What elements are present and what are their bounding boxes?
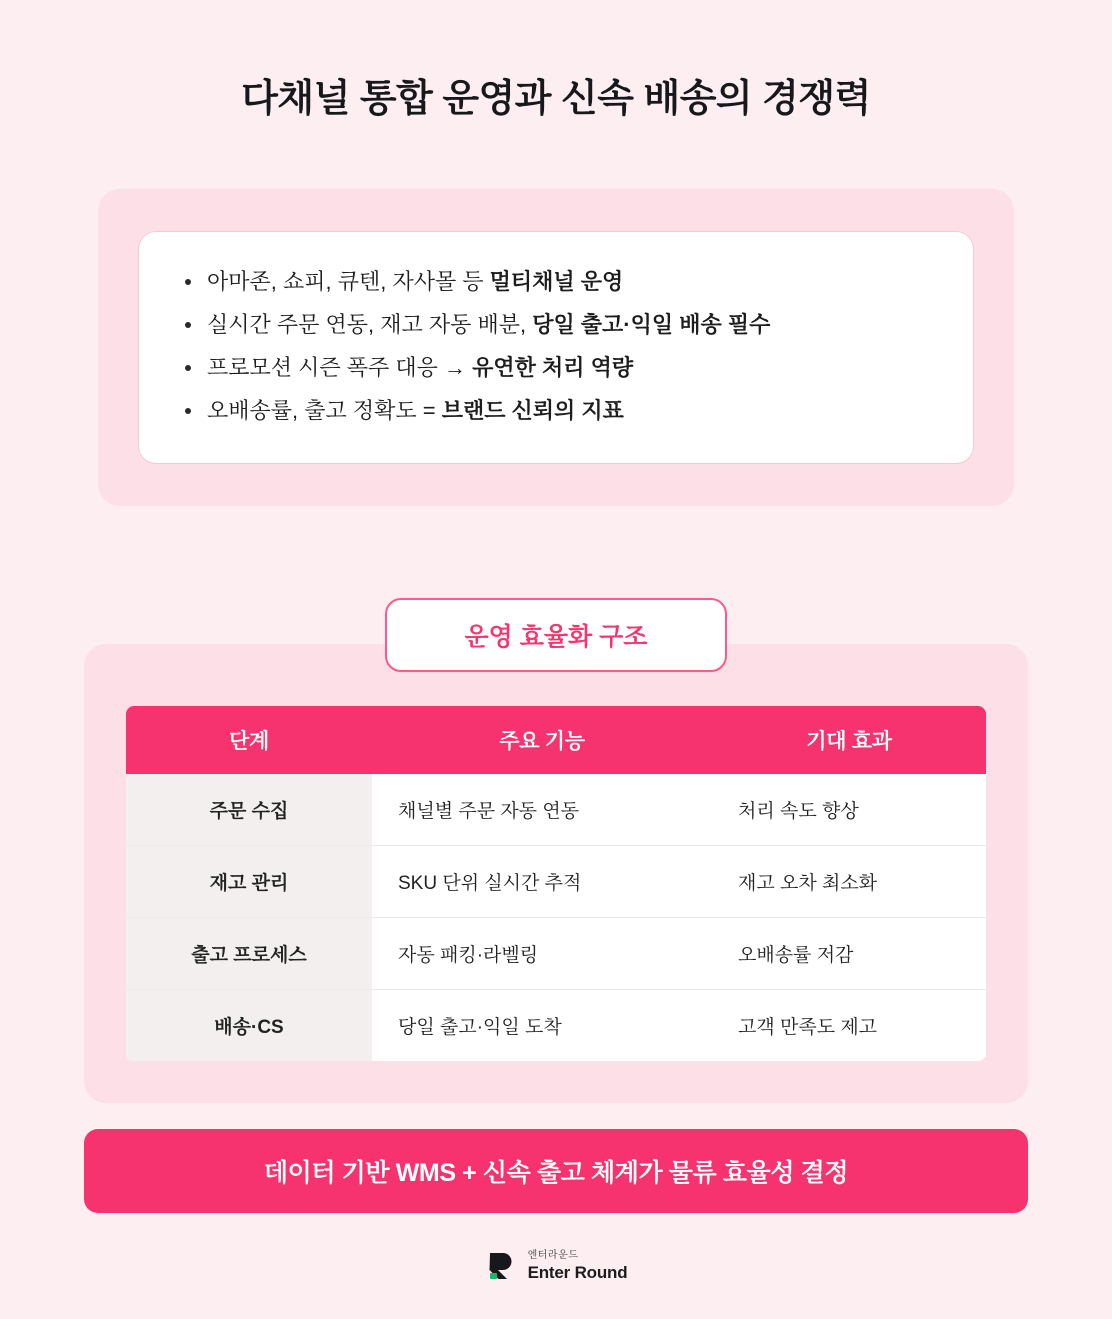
bullet-text-plain: 실시간 주문 연동, 재고 자동 배분, [207,312,533,338]
cell-stage: 재고 관리 [126,846,372,918]
table-panel [84,644,1028,1103]
conclusion-banner: 데이터 기반 WMS + 신속 출고 체계가 물류 효율성 결정 [84,1129,1028,1213]
list-item [173,265,939,299]
cell-function: SKU 단위 실시간 추적 [372,846,712,918]
bullet-text-plain: 오배송률, 출고 정확도 = [207,398,442,424]
key-points-list [173,265,939,428]
logo-text-en: Enter Round [527,1263,628,1283]
bullet-text-strong: 당일 출고·익일 배송 필수 [532,312,771,338]
cell-effect: 고객 만족도 제고 [712,990,986,1062]
table-header-row [126,706,986,774]
cell-function: 채널별 주문 자동 연동 [372,774,712,846]
cell-effect: 처리 속도 향상 [712,774,986,846]
brand-logo [0,1249,1112,1283]
section-chip-wrap [0,598,1112,672]
list-item [173,394,939,428]
bullet-text-plain: 아마존, 쇼피, 큐텐, 자사몰 등 [207,269,490,295]
cell-stage: 배송·CS [126,990,372,1062]
table-header-effect: 기대 효과 [712,706,986,774]
list-item [173,308,939,342]
table-row [126,990,986,1062]
bullet-text-strong: 브랜드 신뢰의 지표 [441,398,624,424]
cell-stage: 출고 프로세스 [126,918,372,990]
cell-effect: 재고 오차 최소화 [712,846,986,918]
table-row [126,846,986,918]
logo-text-kr: 엔터라운드 [527,1250,579,1262]
page-title: 다채널 통합 운영과 신속 배송의 경쟁력 [241,78,871,121]
operations-table [126,706,986,1061]
bullet-text-plain: 프로모션 시즌 폭주 대응 → [207,355,473,381]
cell-effect: 오배송률 저감 [712,918,986,990]
bullet-text-strong: 멀티채널 운영 [489,269,624,295]
key-points-card [138,231,974,464]
table-row [126,918,986,990]
cell-stage: 주문 수집 [126,774,372,846]
table-header-function: 주요 기능 [372,706,712,774]
cell-function: 당일 출고·익일 도착 [372,990,712,1062]
enter-round-logo-icon [485,1249,519,1283]
table-row [126,774,986,846]
table-header-stage: 단계 [126,706,372,774]
cell-function: 자동 패킹·라벨링 [372,918,712,990]
list-item [173,351,939,385]
section-chip: 운영 효율화 구조 [385,598,728,672]
key-points-panel [98,189,1014,506]
logo-text [528,1251,628,1281]
infographic-page [0,25,1112,1319]
bullet-text-strong: 유연한 처리 역량 [472,355,634,381]
